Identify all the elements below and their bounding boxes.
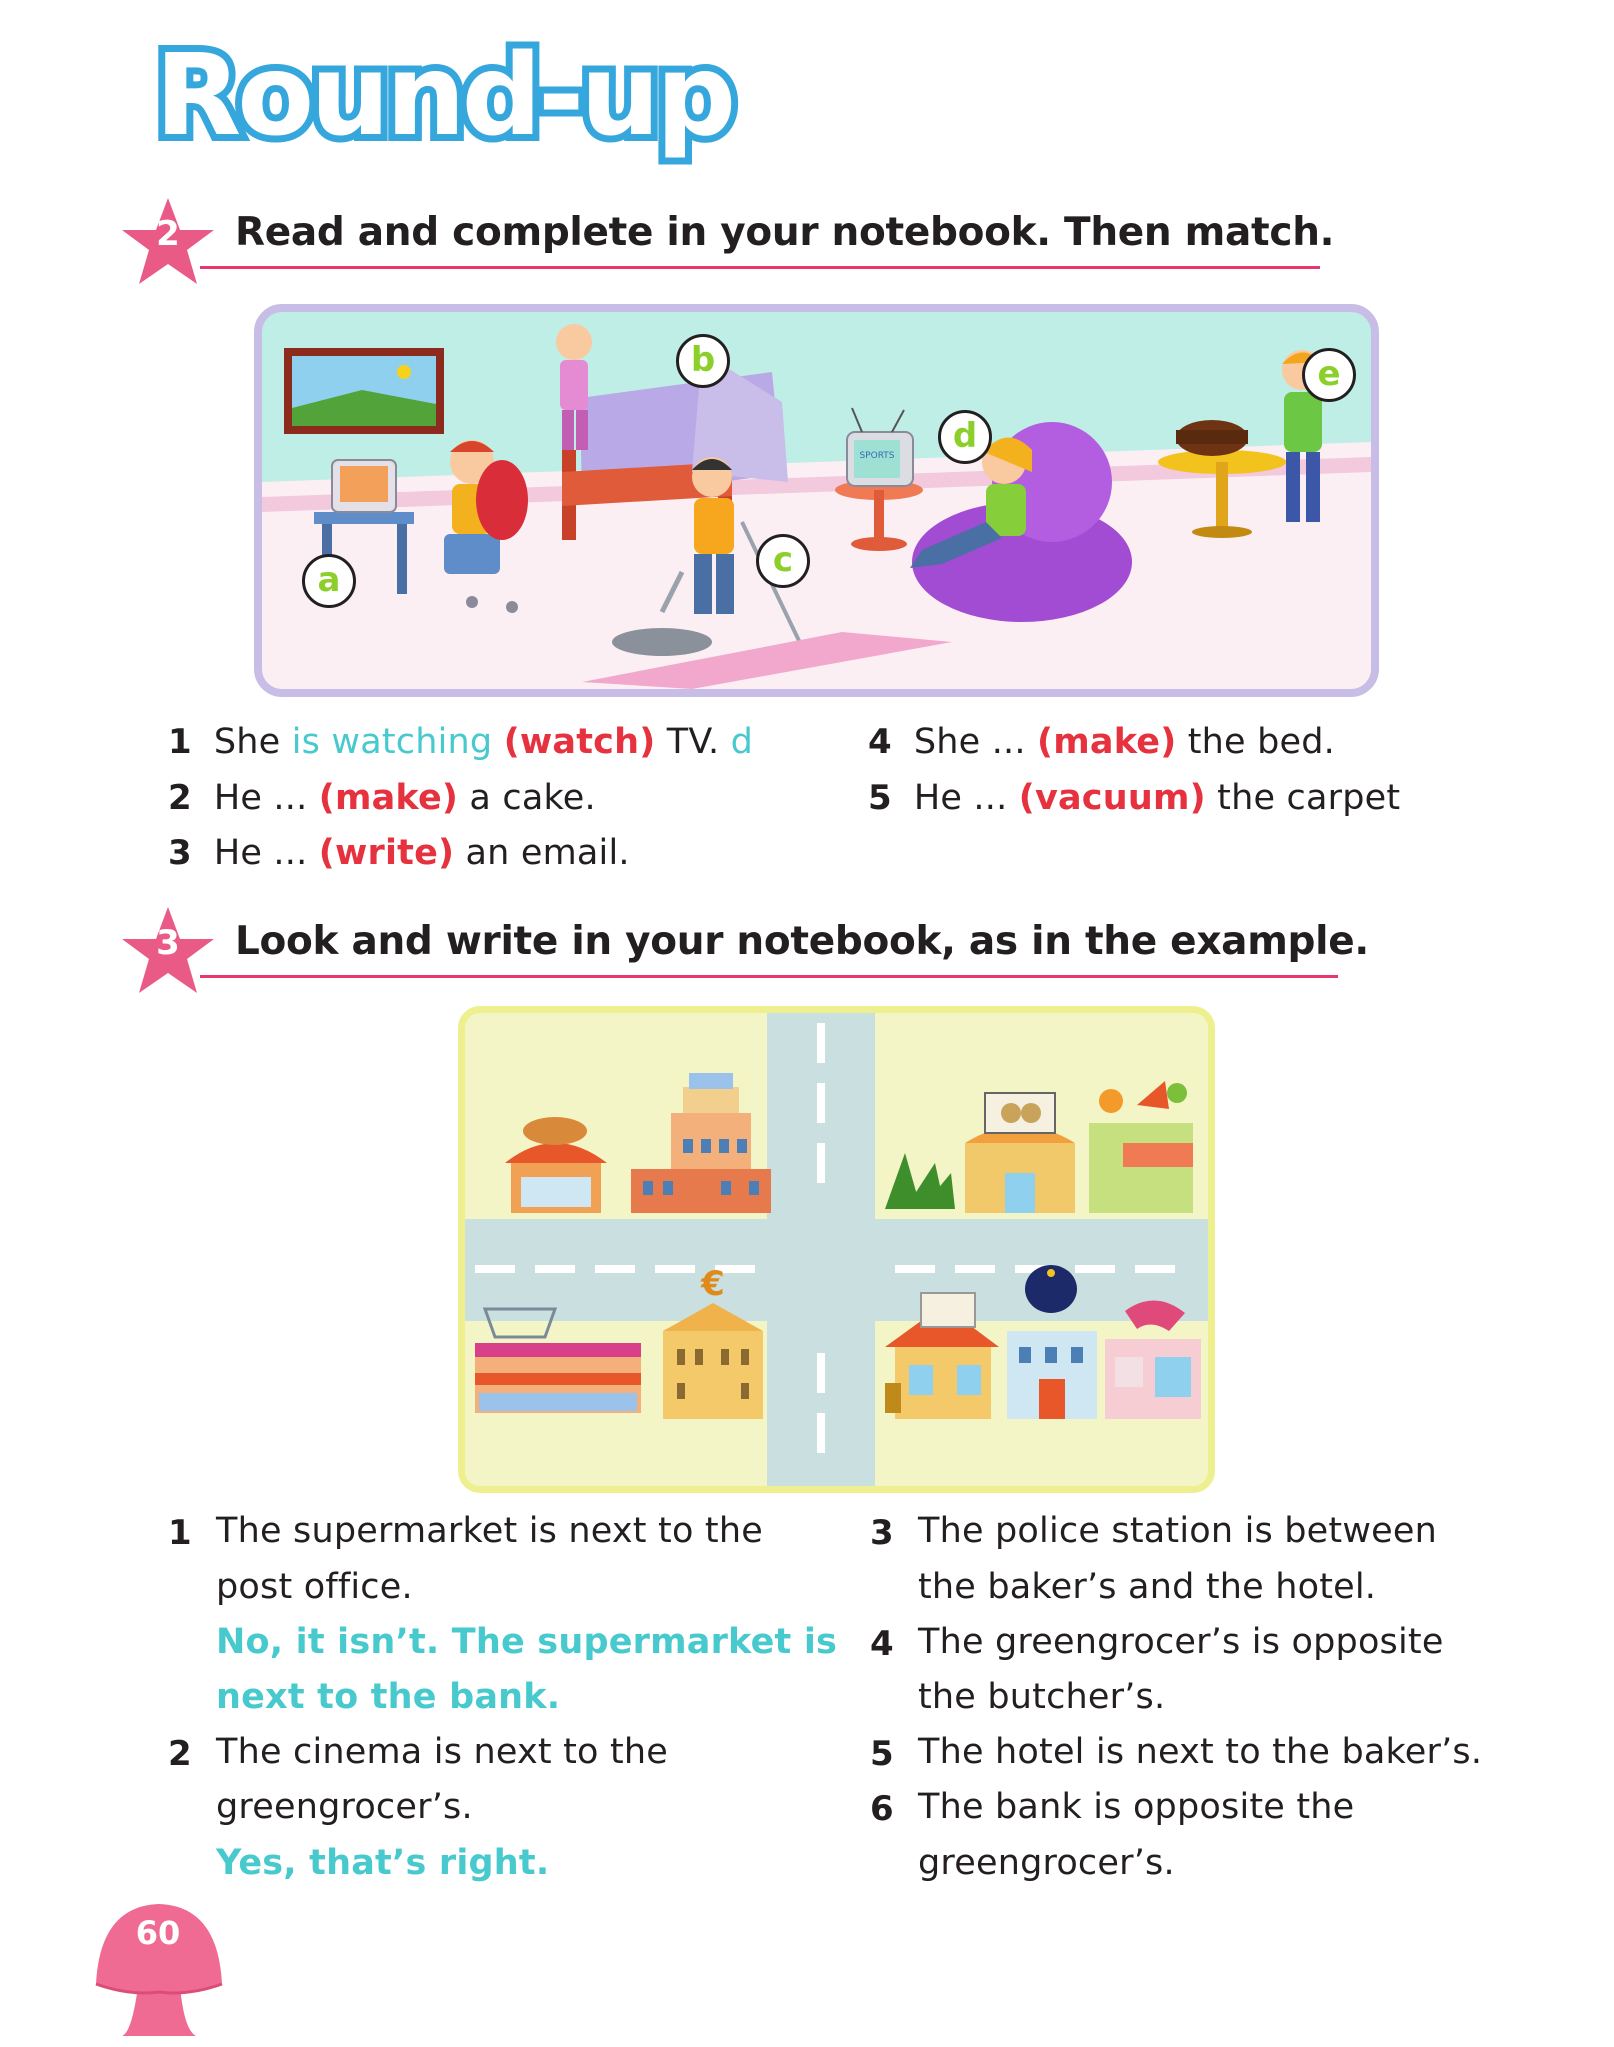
page-title — [155, 31, 733, 161]
item-text: the bed. — [1176, 722, 1335, 762]
exercise-item — [868, 722, 1335, 762]
statement-line: The cinema is next to the — [216, 1732, 669, 1772]
section-underline — [200, 975, 1338, 978]
scene-label-d: d — [938, 410, 992, 464]
section-title: Look and write in your notebook, as in the example. — [235, 919, 1369, 964]
item-number: 1 — [168, 722, 192, 762]
statement-line: The hotel is next to the baker’s. — [918, 1732, 1483, 1772]
verb-prompt: (write) — [318, 833, 455, 873]
item-text: She ... — [913, 722, 1038, 762]
example-match: d — [730, 722, 754, 762]
item-text: He ... — [913, 778, 1019, 818]
exercise-item — [168, 833, 630, 873]
example-answer-line: Yes, that’s right. — [216, 1843, 550, 1883]
verb-prompt: (watch) — [503, 722, 656, 762]
verb-prompt: (vacuum) — [1018, 778, 1206, 818]
item-number: 6 — [870, 1789, 894, 1829]
item-number: 3 — [168, 833, 192, 873]
item-text: TV. — [655, 722, 731, 762]
section-3-header — [120, 905, 1369, 995]
section-title: Read and complete in your notebook. Then match. — [235, 210, 1335, 255]
item-number: 5 — [868, 778, 892, 818]
statement-line: The police station is between — [918, 1511, 1438, 1551]
item-number: 5 — [870, 1734, 894, 1774]
statement-line: greengrocer’s. — [918, 1843, 1175, 1883]
statement-line: The greengrocer’s is opposite — [918, 1622, 1444, 1662]
town-map-illustration — [458, 1006, 1215, 1493]
exercise-item — [868, 778, 1400, 818]
tv-screen-text: SPORTS — [859, 451, 895, 461]
verb-prompt: (make) — [318, 778, 459, 818]
item-number: 1 — [168, 1513, 192, 1553]
item-number: 4 — [868, 722, 892, 762]
item-text: an email. — [454, 833, 630, 873]
euro-sign-icon: € — [701, 1264, 725, 1304]
example-answer-line: next to the bank. — [216, 1677, 561, 1717]
scene-label-e: e — [1302, 348, 1356, 402]
exercise-item — [168, 778, 596, 818]
statement-line: The supermarket is next to the — [216, 1511, 763, 1551]
item-text: a cake. — [458, 778, 596, 818]
statement-line: greengrocer’s. — [216, 1787, 473, 1827]
statement-line: the butcher’s. — [918, 1677, 1166, 1717]
item-text: He ... — [213, 833, 319, 873]
item-text: He ... — [213, 778, 319, 818]
section-2-header — [120, 196, 1335, 286]
item-number: 2 — [168, 1734, 192, 1774]
household-scene-drawing — [262, 312, 1371, 689]
section-underline — [200, 266, 1320, 269]
scene-label-c: c — [756, 534, 810, 588]
exercise-item — [168, 722, 753, 762]
example-answer: is watching — [291, 722, 493, 762]
scene-label-a: a — [302, 554, 356, 608]
page-number: 60 — [135, 1914, 181, 1952]
scene-label-b: b — [676, 334, 730, 388]
statement-line: post office. — [216, 1567, 413, 1607]
section-number: 3 — [156, 923, 180, 963]
example-answer-line: No, it isn’t. The supermarket is — [216, 1622, 838, 1662]
section-number: 2 — [156, 214, 180, 254]
statement-line: The bank is opposite the — [918, 1787, 1355, 1827]
page-number-badge — [88, 1900, 230, 2040]
item-number: 2 — [168, 778, 192, 818]
town-map-drawing — [465, 1013, 1208, 1486]
item-text: the carpet — [1205, 778, 1401, 818]
item-number: 4 — [870, 1624, 894, 1664]
statement-line: the baker’s and the hotel. — [918, 1567, 1377, 1607]
item-text: She — [213, 722, 292, 762]
household-scene-illustration — [254, 304, 1379, 697]
page-title-text: Round-up — [155, 31, 733, 161]
item-number: 3 — [870, 1513, 894, 1553]
verb-prompt: (make) — [1037, 722, 1177, 762]
